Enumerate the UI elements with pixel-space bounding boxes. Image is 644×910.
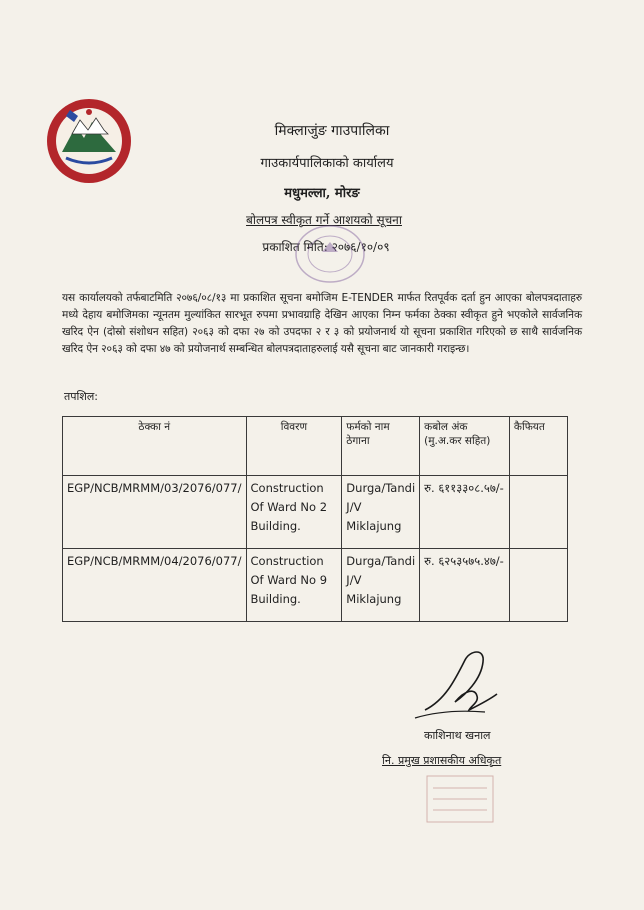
nepal-emblem-icon <box>44 96 134 186</box>
office-location: मधुमल्ला, मोरङ <box>284 186 360 201</box>
signatory-title: नि. प्रमुख प्रशासकीय अधिकृत <box>382 754 502 767</box>
header-contract-no: ठेक्का नं <box>63 417 247 476</box>
amount-cell: रु. ६२५३५७५.४७/- <box>420 549 510 622</box>
published-date: प्रकाशित मिति: २०७६/१०/०९ <box>262 240 390 254</box>
notice-body: यस कार्यालयको तर्फबाटमिति २०७६/०८/१३ मा प्रकाशित सूचना बमोजिम E-TENDER मार्फत रितपूर्वक दर्ता हुन आएका बोलपत्रदाताहरु मध्ये देहाय बमोजिमका न्यूनतम मुल्यांकित सारभूत रुपमा प्रभावग्राहि देखिन आएका निम्न फर्मका ठेक्का स्वीकृत हुने भएकोले सार्वजनिक खरिद ऐन (दोस्रो संशोधन सहित) २०६३ को दफा २७ को उपदफा २ र ३ को प्रयोजनार्थ यो सूचना प्रकाशित गरिएको छ साथै सार्वजनिक खरिद ऐन २०६३ को दफा ४७ को प्रयोजनार्थ सम्बन्धित बोलपत्रदाताहरुलाई यसै सूचना बाट जानकारी गराइन्छ। <box>62 292 582 355</box>
signatory-name: काशिनाथ खनाल <box>424 729 491 742</box>
table-row <box>63 476 568 549</box>
description-cell: Construction Of Ward No 2 Building. <box>246 476 342 549</box>
details-heading: तपशिल: <box>64 390 99 403</box>
signature-icon <box>405 640 515 740</box>
description-cell: Construction Of Ward No 9 Building. <box>246 549 342 622</box>
office-name: गाउकार्यपालिकाको कार्यालय <box>260 156 394 171</box>
faded-seal-icon <box>425 774 495 824</box>
notice-title: बोलपत्र स्वीकृत गर्ने आशयको सूचना <box>246 213 402 227</box>
table-row <box>63 549 568 622</box>
tender-table <box>62 416 568 622</box>
municipality-name: मिक्लाजुंङ गाउपालिका <box>274 123 390 139</box>
header-description: विवरण <box>246 417 342 476</box>
remarks-cell <box>509 476 567 549</box>
header-bid-amount: कबोल अंक (मु.अ.कर सहित) <box>420 417 510 476</box>
remarks-cell <box>509 549 567 622</box>
header-remarks: कैफियत <box>509 417 567 476</box>
firm-cell: Durga/Tandi J/V Miklajung <box>342 549 420 622</box>
header-firm-name: फर्मको नाम ठेगाना <box>342 417 420 476</box>
table-header-row <box>63 417 568 476</box>
contract-no-cell: EGP/NCB/MRMM/03/2076/077/ <box>63 476 247 549</box>
office-stamp-icon <box>292 222 368 286</box>
contract-no-cell: EGP/NCB/MRMM/04/2076/077/ <box>63 549 247 622</box>
amount-cell: रु. ६११३३०८.५७/- <box>420 476 510 549</box>
firm-cell: Durga/Tandi J/V Miklajung <box>342 476 420 549</box>
